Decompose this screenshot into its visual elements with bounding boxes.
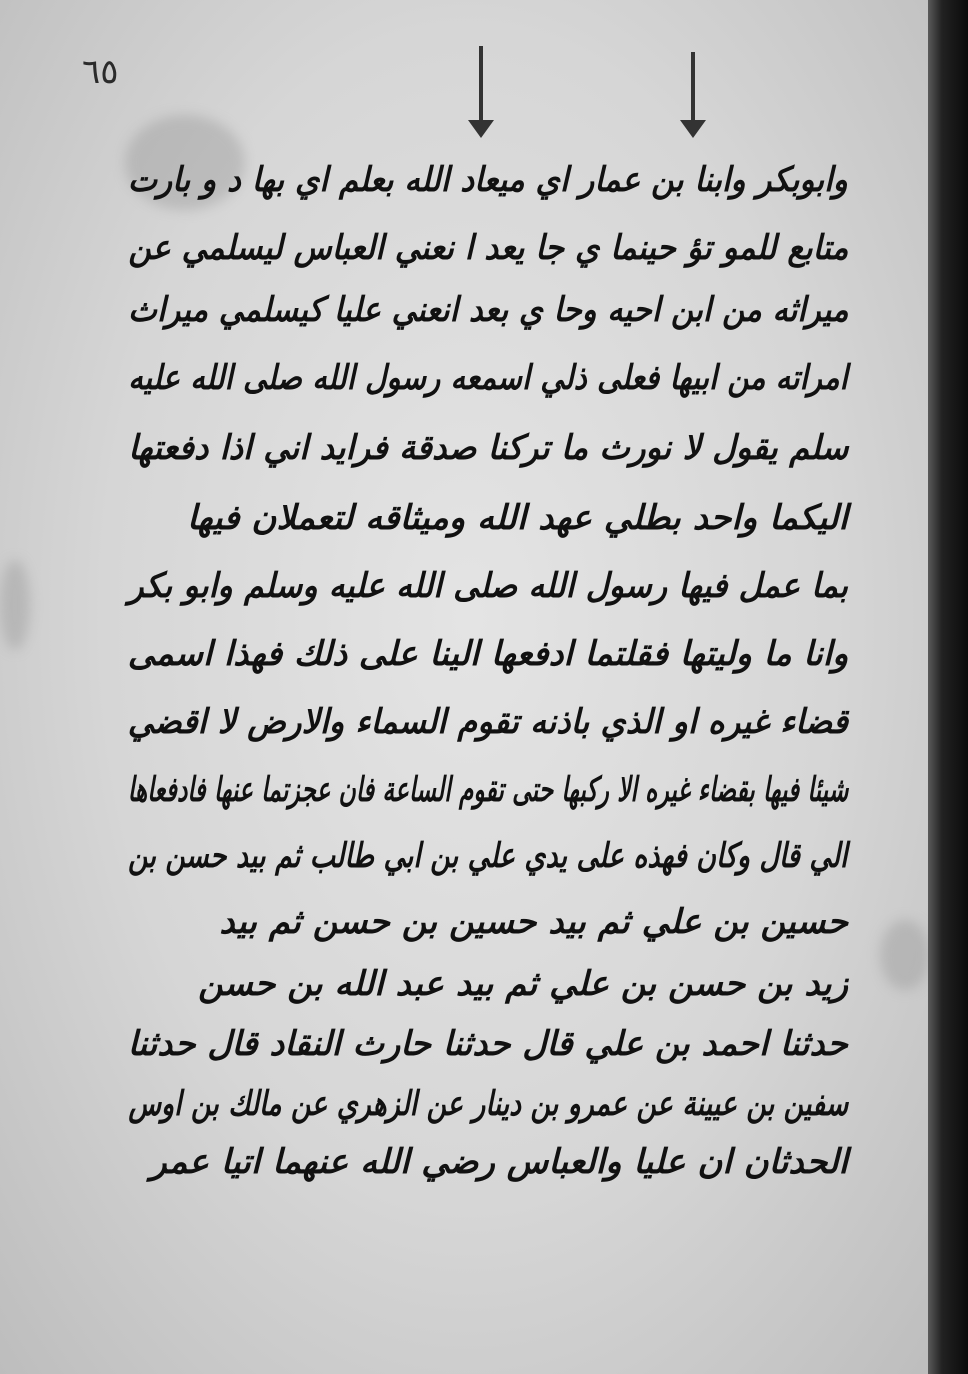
book-binding-edge — [928, 0, 968, 1374]
down-arrow-icon — [479, 46, 483, 124]
text-line-3: ميراثه من ابن احيه وحا ي بعد انعني عليا كيسلمي ميراث — [127, 290, 848, 330]
down-arrow-icon — [691, 52, 695, 124]
text-line-11: الي قال وكان فهذه على يدي علي بن ابي طالب ثم بيد حسن بن — [128, 836, 848, 876]
text-line-15: سفين بن عيينة عن عمرو بن دينار عن الزهري عن مالك بن اوس — [128, 1084, 848, 1124]
text-line-16: الحدثان ان عليا والعباس رضي الله عنهما اتيا عمر — [150, 1142, 848, 1182]
text-line-4: امراته من ابيها فعلى ذلي اسمعه رسول الله صلى الله عليه — [128, 358, 848, 398]
edge-stain — [0, 560, 30, 650]
text-line-9: قضاء غيره او الذي باذنه تقوم السماء والارض لا اقضي — [127, 702, 848, 742]
text-line-13: زيد بن حسن بن علي ثم بيد عبد الله بن حسن — [198, 964, 848, 1004]
text-line-12: حسين بن علي ثم بيد حسين بن حسن ثم بيد — [219, 902, 848, 942]
text-line-7: بما عمل فيها رسول الله صلى الله عليه وسلم وابو بكر — [128, 566, 848, 606]
folio-number: ٦٥ — [82, 52, 119, 92]
text-line-1: وابوبكر وابنا بن عمار اي ميعاد الله بعلم اي بها د و بارت — [128, 160, 848, 200]
text-line-2: متابع للمو تؤ حينما ي جا يعد ا نعني العباس ليسلمي عن — [127, 228, 848, 268]
text-line-10: شيئا فيها بقضاء غيره الا ركبها حتى تقوم الساعة فان عجزتما عنها فادفعاها — [127, 770, 848, 810]
text-line-6: اليكما واحد بطلي عهد الله وميثاقه لتعملان فيها — [187, 498, 848, 538]
text-line-8: وانا ما وليتها فقلتما ادفعها الينا على ذلك فهذا اسمى — [127, 634, 848, 674]
edge-stain — [880, 920, 930, 990]
text-line-14: حدثنا احمد بن علي قال حدثنا حارث النقاد قال حدثنا — [127, 1024, 848, 1064]
text-line-5: سلم يقول لا نورث ما تركنا صدقة فرايد اني اذا دفعتها — [127, 428, 848, 468]
